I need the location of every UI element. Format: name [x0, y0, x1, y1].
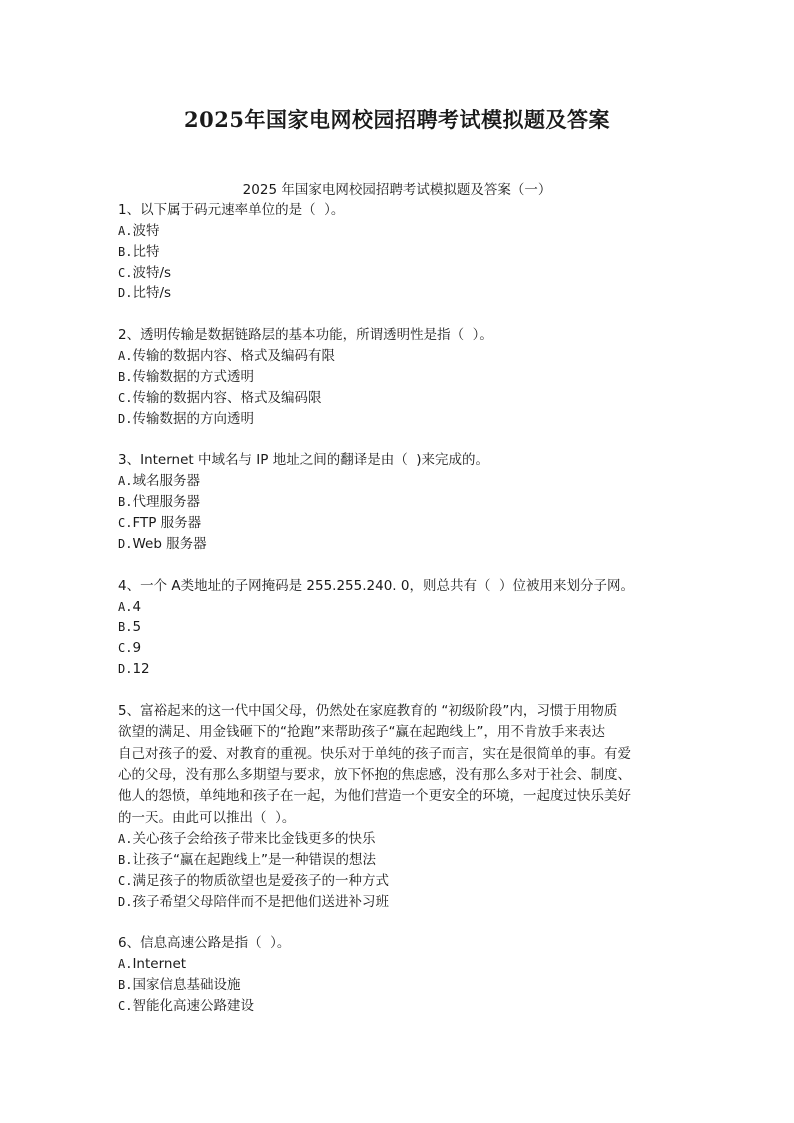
option-a — [118, 346, 678, 367]
question-item — [118, 200, 678, 304]
document-title: 2025年国家电网校园招聘考试模拟题及答案 — [184, 107, 610, 132]
option-text: Internet — [132, 956, 187, 973]
option-letter: C. — [118, 998, 133, 1013]
question-item — [118, 450, 678, 554]
option-letter: A. — [118, 349, 133, 364]
option-a — [118, 471, 678, 492]
question-stem: 3、Internet 中域名与 IP 地址之间的翻译是由（ )来完成的。 — [118, 452, 490, 469]
question-stem-line: 自己对孩子的爱、对教育的重视。快乐对于单纯的孩子而言，实在是很简单的事。有爱 — [118, 745, 631, 762]
option-d — [118, 409, 678, 430]
option-c — [118, 513, 678, 534]
option-c — [118, 388, 678, 409]
option-d — [118, 659, 678, 680]
option-text: 比特/s — [132, 285, 172, 302]
option-letter: B. — [118, 495, 133, 510]
option-d — [118, 283, 678, 304]
option-text: 智能化高速公路建设 — [132, 997, 254, 1014]
option-a — [118, 597, 678, 618]
option-d — [118, 534, 678, 555]
question-item — [118, 701, 678, 913]
option-letter: C. — [118, 641, 133, 656]
question-stem: 2、透明传输是数据链路层的基本功能，所谓透明性是指（ ）。 — [118, 327, 493, 344]
option-text: 让孩子“赢在起跑线上”是一种错误的想法 — [132, 851, 376, 868]
option-b — [118, 492, 678, 513]
option-c — [118, 263, 678, 284]
question-stem-line: 的一天。由此可以推出（ ）。 — [118, 809, 296, 826]
option-letter: A. — [118, 832, 133, 847]
question-stem-line: 心的父母，没有那么多期望与要求，放下怀抱的焦虑感，没有那么多对于社会、制度、 — [118, 766, 631, 783]
option-text: 12 — [132, 660, 150, 677]
option-b — [118, 850, 678, 871]
option-letter: D. — [118, 411, 133, 426]
question-stem: 6、信息高速公路是指（ ）。 — [118, 935, 291, 952]
option-text: 9 — [132, 640, 142, 657]
option-letter: C. — [118, 390, 133, 405]
question-stem-line: 5、富裕起来的这一代中国父母，仍然处在家庭教育的 “初级阶段”内，习惯于用物质 — [118, 702, 618, 719]
option-text: 传输的数据内容、格式及编码限 — [132, 389, 322, 406]
option-b — [118, 367, 678, 388]
question-item — [118, 576, 678, 680]
option-text: 孩子希望父母陪伴而不是把他们送进补习班 — [132, 893, 389, 910]
option-text: 国家信息基础设施 — [132, 977, 241, 994]
option-b — [118, 617, 678, 638]
option-a — [118, 221, 678, 242]
question-stem-line: 欲望的满足、用金钱砸下的“抢跑”来帮助孩子“赢在起跑线上”，用不肯放手来表达 — [118, 724, 605, 741]
option-letter: B. — [118, 244, 133, 259]
question-item — [118, 933, 678, 1016]
question-item — [118, 325, 678, 429]
option-letter: D. — [118, 661, 133, 676]
option-a — [118, 954, 678, 975]
option-text: 传输的数据内容、格式及编码有限 — [132, 348, 335, 365]
option-letter: B. — [118, 852, 133, 867]
option-letter: D. — [118, 894, 133, 909]
option-text: 4 — [132, 598, 142, 615]
option-letter: C. — [118, 873, 133, 888]
option-letter: B. — [118, 620, 133, 635]
option-letter: A. — [118, 957, 133, 972]
question-stem: 1、以下属于码元速率单位的是（ ）。 — [118, 202, 345, 218]
option-letter: A. — [118, 599, 133, 614]
option-text: FTP 服务器 — [132, 514, 202, 531]
option-letter: A. — [118, 474, 133, 489]
option-letter: A. — [118, 224, 133, 238]
option-text: 波特/s — [132, 264, 172, 281]
option-c — [118, 996, 678, 1017]
question-stem: 4、一个 A类地址的子网掩码是 255.255.240. 0，则总共有（ ）位被用来划分子网。 — [118, 577, 635, 594]
option-text: 传输数据的方向透明 — [132, 410, 254, 427]
option-text: 关心孩子会给孩子带来比金钱更多的快乐 — [132, 831, 376, 848]
option-d — [118, 892, 678, 913]
option-letter: B. — [118, 978, 133, 993]
option-letter: D. — [118, 536, 133, 551]
option-text: 域名服务器 — [132, 473, 200, 490]
option-text: 5 — [132, 619, 142, 636]
option-text: 比特 — [132, 243, 160, 260]
option-letter: D. — [118, 286, 133, 301]
option-text: 波特 — [132, 223, 160, 239]
option-text: Web 服务器 — [132, 535, 207, 552]
option-b — [118, 242, 678, 263]
option-c — [118, 638, 678, 659]
section-title: 2025 年国家电网校园招聘考试模拟题及答案（一） — [242, 182, 552, 198]
question-list — [118, 200, 678, 1038]
option-c — [118, 871, 678, 892]
option-a — [118, 829, 678, 850]
option-letter: B. — [118, 369, 133, 384]
option-letter: C. — [118, 515, 133, 530]
option-text: 满足孩子的物质欲望也是爱孩子的一种方式 — [132, 872, 389, 889]
option-letter: C. — [118, 265, 133, 280]
option-text: 传输数据的方式透明 — [132, 368, 254, 385]
option-text: 代理服务器 — [132, 494, 200, 511]
question-stem-line: 他人的怨愤，单纯地和孩子在一起，为他们营造一个更安全的环境，一起度过快乐美好 — [118, 788, 631, 805]
option-b — [118, 975, 678, 996]
